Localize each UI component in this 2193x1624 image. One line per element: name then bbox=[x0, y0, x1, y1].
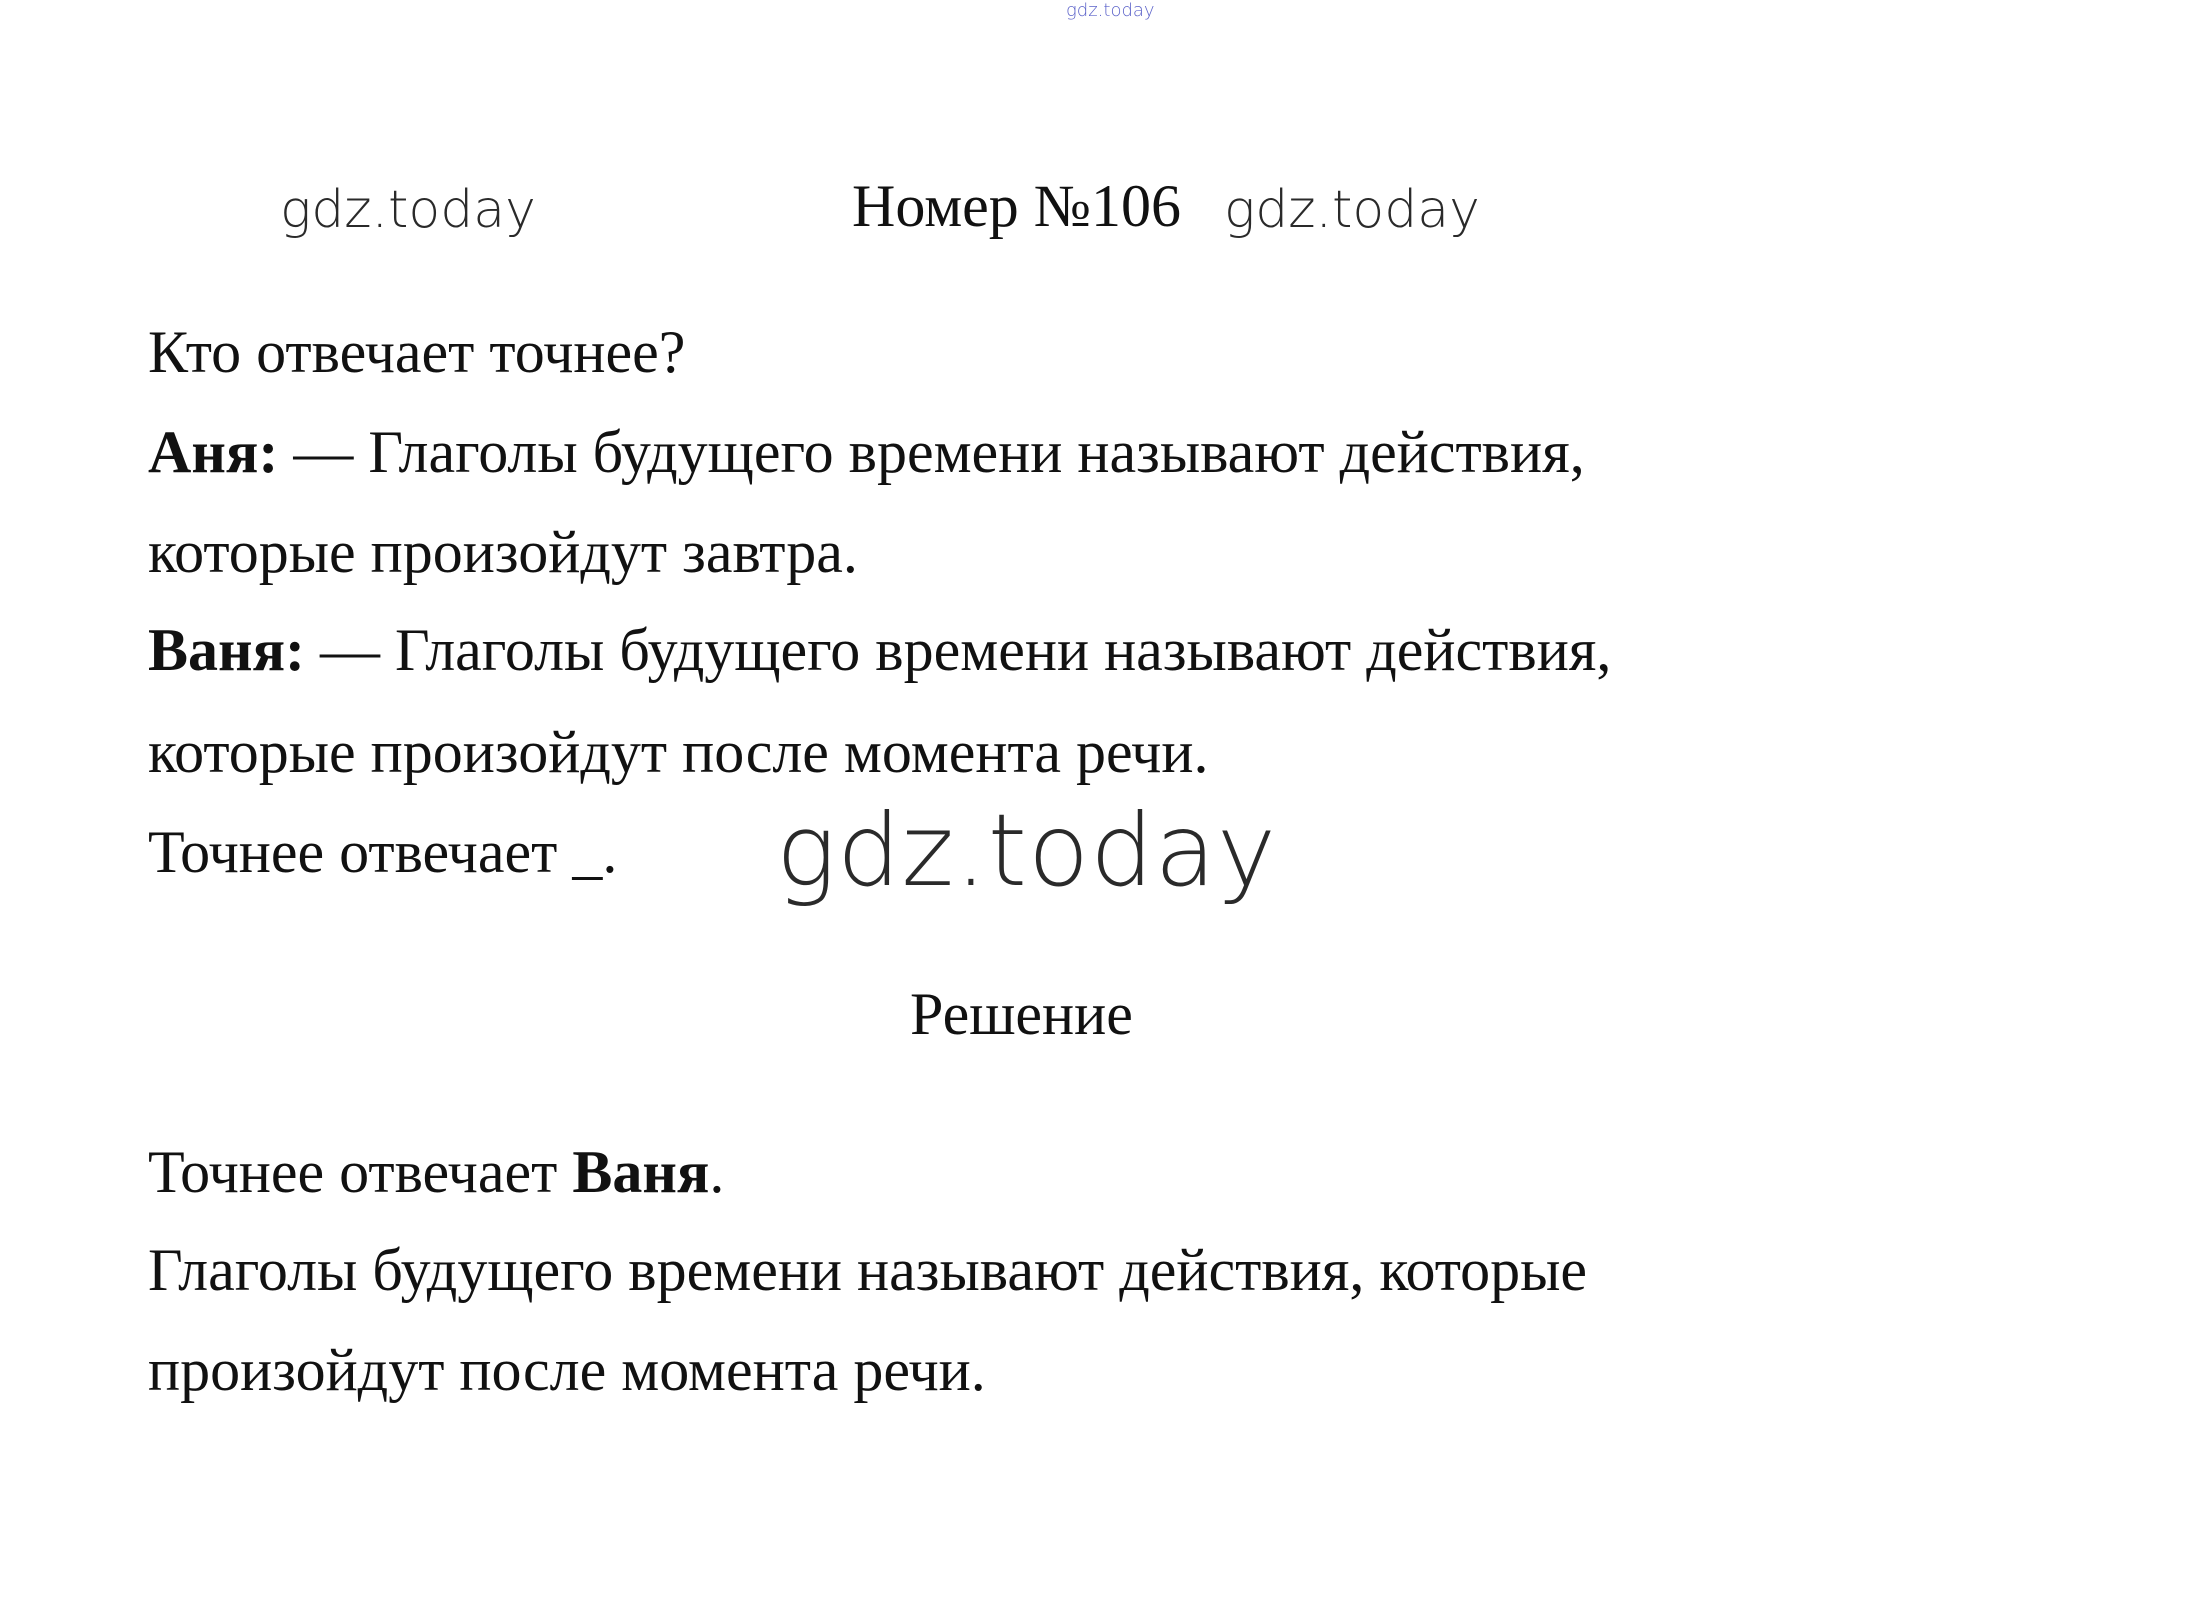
task-question: Кто отвечает точнее? bbox=[148, 319, 686, 385]
solution-heading: Решение bbox=[910, 981, 1133, 1047]
page-title: Номер №106 bbox=[852, 173, 1182, 239]
fill-in-line: Точнее отвечает _. bbox=[148, 819, 618, 885]
answer-name: Ваня bbox=[572, 1139, 710, 1205]
answer-suffix: . bbox=[709, 1139, 725, 1205]
anya-text-1: — Глаголы будущего времени называют действия, bbox=[278, 419, 1585, 485]
vanya-line-2: которые произойдут после момента речи. bbox=[148, 719, 1209, 785]
watermark-left: gdz.today bbox=[280, 180, 536, 240]
watermark-top: gdz.today bbox=[1066, 0, 1155, 21]
anya-line-1 bbox=[148, 419, 1585, 485]
watermark-title: gdz.today bbox=[1224, 180, 1480, 240]
anya-line-2: которые произойдут завтра. bbox=[148, 519, 858, 585]
solution-answer bbox=[148, 1139, 725, 1205]
answer-prefix: Точнее отвечает bbox=[148, 1139, 573, 1205]
solution-explanation-2: произойдут после момента речи. bbox=[148, 1337, 986, 1403]
watermark-large: gdz.today bbox=[776, 792, 1278, 909]
solution-explanation-1: Глаголы будущего времени называют действия, которые bbox=[148, 1237, 1588, 1303]
vanya-text-1: — Глаголы будущего времени называют действия, bbox=[305, 617, 1612, 683]
anya-name: Аня: bbox=[148, 419, 279, 485]
vanya-line-1 bbox=[148, 617, 1612, 683]
vanya-name: Ваня: bbox=[148, 617, 306, 683]
